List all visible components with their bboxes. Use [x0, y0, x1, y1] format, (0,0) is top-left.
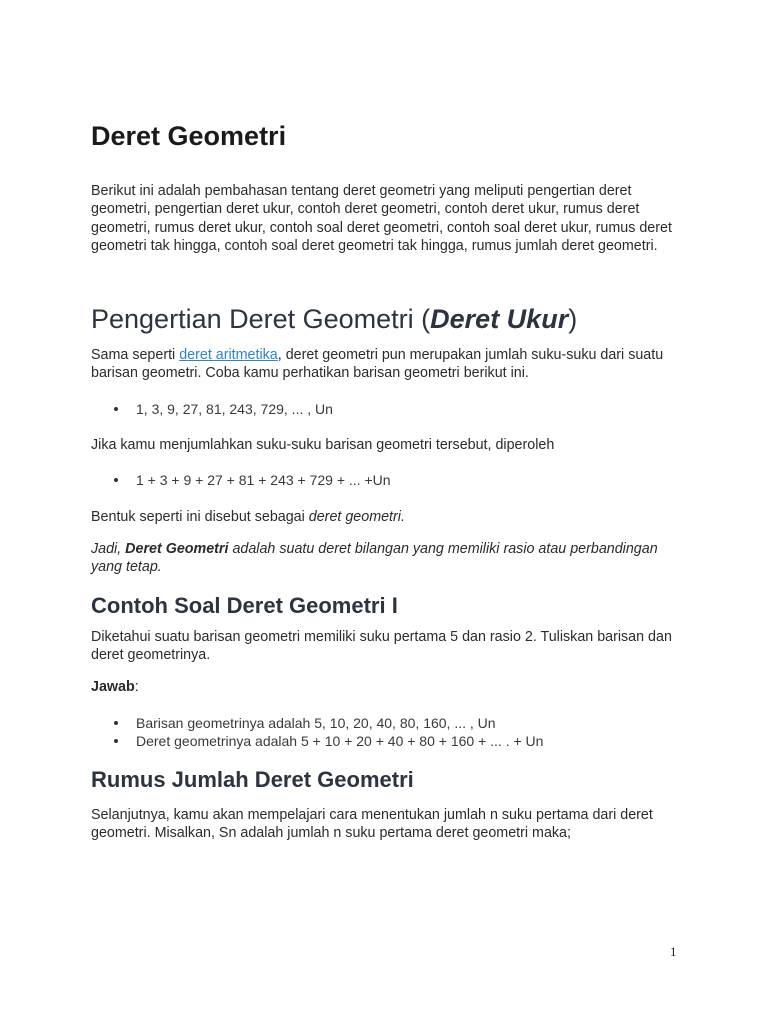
pengertian-paragraph	[91, 346, 686, 383]
paragraph-text: Jadi,	[91, 541, 126, 557]
heading-emphasis: Deret Ukur	[430, 304, 569, 334]
paragraph-text-rest: , deret geometri pun merupakan jumlah suku-suku dari suatu barisan geometri. Coba kamu perhatikan barisan geometri berikut ini.	[91, 347, 664, 382]
paragraph-text: Sama seperti	[91, 347, 180, 363]
heading-text: Pengertian Deret Geometri (	[91, 304, 431, 334]
paragraph-text-rest: adalah suatu deret bilangan yang memiliki rasio atau perbandingan yang tetap.	[91, 541, 658, 576]
deret-aritmetika-link[interactable]: deret aritmetika	[179, 347, 278, 363]
list-item: 1, 3, 9, 27, 81, 243, 729, ... , Un	[91, 400, 333, 418]
page-title: Deret Geometri	[91, 121, 287, 151]
sequence-list	[91, 400, 333, 418]
rumus-paragraph: Selanjutnya, kamu akan mempelajari cara menentukan jumlah n suku pertama dari deret geometri. Misalkan, Sn adalah jumlah n suku pertama deret geometri maka;	[91, 807, 653, 842]
list-item: Deret geometrinya adalah 5 + 10 + 20 + 40 + 80 + 160 + ... . + Un	[91, 732, 543, 750]
answer-label-paragraph	[91, 678, 686, 696]
section-heading-rumus: Rumus Jumlah Deret Geometri	[91, 767, 414, 792]
heading-text-end: )	[568, 304, 578, 334]
definition-term: Deret Geometri	[125, 541, 229, 557]
answer-label: Jawab	[91, 679, 135, 695]
sum-intro-paragraph: Jika kamu menjumlahkan suku-suku barisan geometri tersebut, diperoleh	[91, 437, 555, 453]
page-number: 1	[670, 944, 677, 959]
answer-list	[91, 714, 543, 751]
problem-paragraph: Diketahui suatu barisan geometri memiliki suku pertama 5 dan rasio 2. Tuliskan barisan dan deret geometrinya.	[91, 629, 672, 664]
section-heading-contoh-soal: Contoh Soal Deret Geometri I	[91, 593, 398, 618]
form-paragraph	[91, 508, 686, 526]
answer-colon: :	[134, 679, 139, 695]
list-item: Barisan geometrinya adalah 5, 10, 20, 40, 80, 160, ... , Un	[91, 714, 543, 732]
section-heading-pengertian	[91, 304, 577, 335]
intro-paragraph: Berikut ini adalah pembahasan tentang deret geometri yang meliputi pengertian deret geometri, pengertian deret ukur, contoh deret geometri, contoh deret ukur, rumus deret geometri, rumus deret ukur, contoh soal deret geometri, contoh soal deret ukur, rumus deret geometri tak hingga, contoh soal deret geometri tak hingga, rumus jumlah deret geometri.	[91, 183, 672, 255]
paragraph-text: Bentuk seperti ini disebut sebagai	[91, 509, 309, 525]
definition-paragraph	[91, 540, 686, 577]
list-item: 1 + 3 + 9 + 27 + 81 + 243 + 729 + ... +Un	[91, 471, 391, 489]
paragraph-emphasis: deret geometri.	[308, 509, 405, 525]
series-list	[91, 471, 391, 489]
